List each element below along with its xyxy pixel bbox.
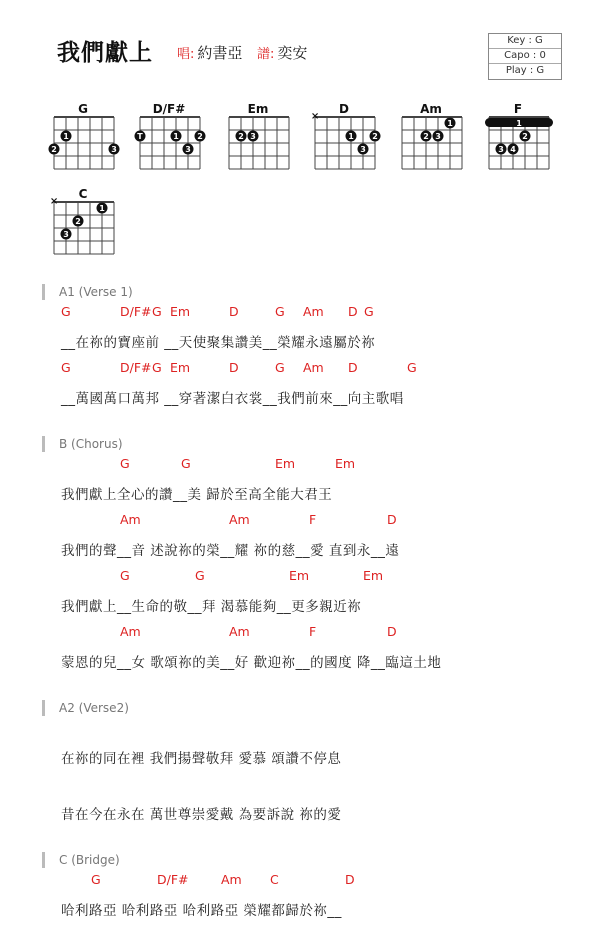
chord-symbol: G [61,304,71,319]
chord-symbol: G [120,568,130,583]
capo-value: Capo : 0 [489,49,561,64]
svg-text:3: 3 [360,145,366,154]
chord-symbol: D/F# [120,360,152,375]
chord-symbol: Am [229,512,250,527]
svg-text:1: 1 [348,132,354,141]
song-title: 我們獻上 [57,40,153,66]
chord-name: D/F# [152,102,186,116]
chord-symbol: D [387,512,397,527]
chord-symbol: Am [221,872,242,887]
play-value: Play : G [505,65,545,76]
lyricist-name: 奕安 [277,44,308,62]
chord-diagram-g [52,102,122,182]
chord-grid [227,114,297,186]
svg-text:2: 2 [372,132,378,141]
lyric-line: 哈利路亞 哈利路亞 哈利路亞 榮耀都歸於祢__ [61,903,342,919]
chord-symbol: Em [289,568,310,583]
svg-text:3: 3 [63,230,69,239]
lyricist-label: 譜: [257,47,275,62]
section-label-verse1: A1 (Verse 1) [42,284,133,300]
chord-symbol: D [348,360,358,375]
chord-diagram-c [49,187,122,267]
chord-diagram-em [227,102,297,182]
chord-symbol: Em [275,456,296,471]
chord-diagram-f [487,102,557,182]
lyric-line: __在祢的寶座前 __天使聚集讚美__榮耀永遠屬於祢 [61,335,376,351]
chord-diagram-d [310,102,383,182]
chord-symbol: Am [120,512,141,527]
section-label-chorus: B (Chorus) [42,436,123,452]
svg-text:3: 3 [111,145,117,154]
singer-label: 唱: [177,47,195,62]
key-value: Key : G [489,34,561,49]
chord-diagram-d-f-sharp [138,102,208,182]
chord-symbol: G [364,304,374,319]
chord-grid [400,114,470,186]
chord-symbol: Am [303,304,324,319]
chord-symbol: D [345,872,355,887]
chord-symbol: G [152,304,162,319]
lyric-line: __萬國萬口萬邦 __穿著潔白衣裳__我們前來__向主歌唱 [61,391,404,407]
svg-text:3: 3 [435,132,441,141]
chord-name: C [78,187,88,201]
chord-symbol: G [152,360,162,375]
svg-text:1: 1 [99,204,105,213]
svg-text:1: 1 [447,119,453,128]
svg-text:1: 1 [173,132,179,141]
chord-symbol: D [387,624,397,639]
chord-symbol: G [275,360,285,375]
chord-diagram-am [400,102,470,182]
chord-name: F [513,102,523,116]
lyric-line: 蒙恩的兒__女 歌頌祢的美__好 歡迎祢__的國度 降__臨這土地 [61,655,442,671]
lyric-line: 在祢的同在裡 我們揚聲敬拜 愛慕 頌讚不停息 [61,751,342,767]
chord-grid [310,111,383,186]
lyric-line: 我們的聲__音 述說祢的榮__耀 祢的慈__愛 直到永__遠 [61,543,400,559]
chord-grid [49,196,122,271]
chord-symbol: G [195,568,205,583]
chord-symbol: Am [120,624,141,639]
section-label-bridge: C (Bridge) [42,852,120,868]
lyric-line: 昔在今在永在 萬世尊崇愛戴 為要訴說 祢的愛 [61,807,342,823]
chord-symbol: G [120,456,130,471]
chord-symbol: G [91,872,101,887]
chord-symbol: Am [229,624,250,639]
singer-info [177,42,242,63]
chord-symbol: G [407,360,417,375]
svg-text:3: 3 [185,145,191,154]
chord-symbol: G [181,456,191,471]
lyricist-info [257,42,307,63]
singer-name: 約書亞 [197,44,243,62]
chord-grid [52,114,122,186]
chord-symbol: D [229,360,239,375]
svg-text:2: 2 [197,132,203,141]
chord-name: Am [420,102,442,116]
chord-symbol: Em [170,360,191,375]
svg-text:2: 2 [423,132,429,141]
chord-grid [487,114,557,186]
svg-text:3: 3 [498,145,504,154]
section-label-verse2: A2 (Verse2) [42,700,129,716]
chord-symbol: D/F# [157,872,189,887]
svg-text:2: 2 [522,132,528,141]
chord-symbol: D [229,304,239,319]
svg-text:1: 1 [516,119,522,128]
svg-text:2: 2 [75,217,81,226]
chord-name: D [339,102,349,116]
chord-symbol: Em [170,304,191,319]
chord-symbol: G [275,304,285,319]
chord-grid [138,114,208,186]
chord-symbol: Em [363,568,384,583]
chord-symbol: F [309,512,317,527]
chord-symbol: C [270,872,279,887]
chord-symbol: D/F# [120,304,152,319]
svg-text:×: × [310,111,320,122]
svg-text:1: 1 [63,132,69,141]
chord-symbol: G [61,360,71,375]
svg-text:3: 3 [250,132,256,141]
svg-text:4: 4 [510,145,516,154]
svg-text:2: 2 [51,145,57,154]
chord-symbol: Am [303,360,324,375]
chord-name: Em [247,102,269,116]
chord-symbol: D [348,304,358,319]
chord-name: G [78,102,88,116]
svg-text:2: 2 [238,132,244,141]
svg-text:×: × [49,196,59,207]
lyric-line: 我們獻上__生命的敬__拜 渴慕能夠__更多親近祢 [61,599,362,615]
lyric-line: 我們獻上全心的讚__美 歸於至高全能大君王 [61,487,333,503]
key-info-box [488,33,562,80]
chord-symbol: F [309,624,317,639]
chord-symbol: Em [335,456,356,471]
svg-text:T: T [137,132,143,141]
